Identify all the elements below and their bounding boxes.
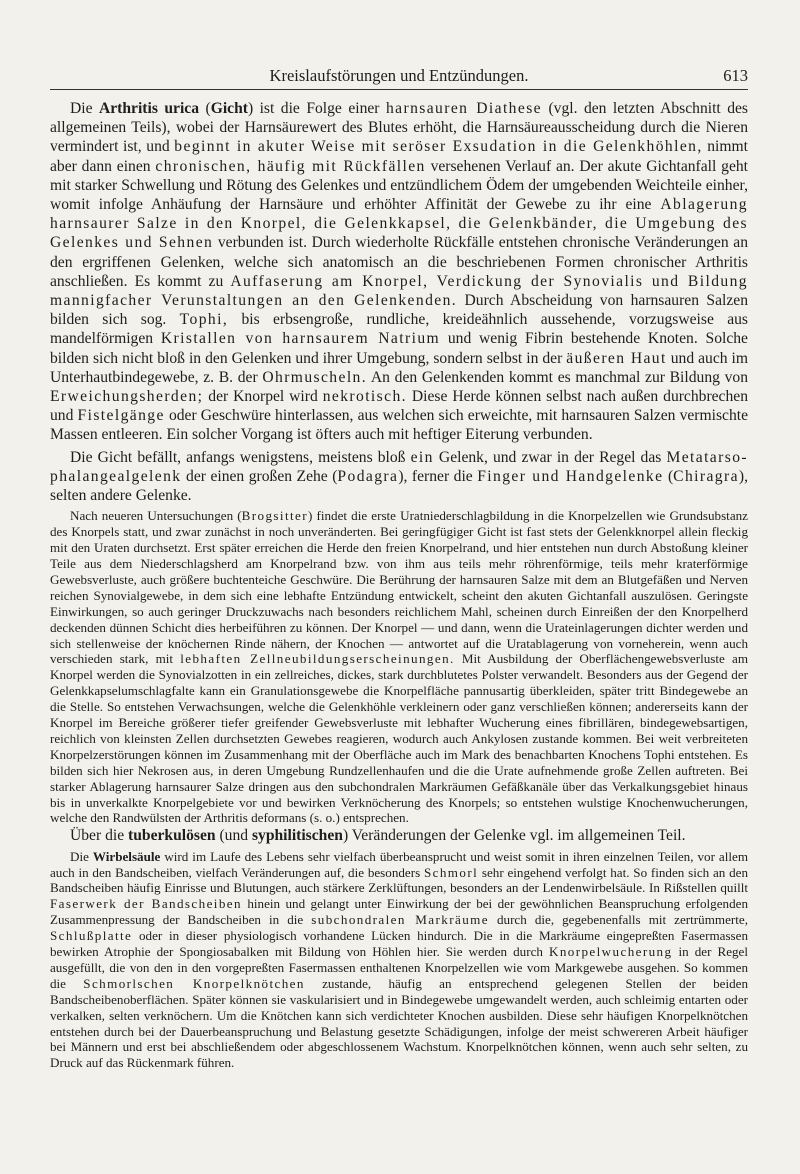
spaced-term: beginnt in akuter Weise mit seröser Exsudation in die Gelenkhöhlen, xyxy=(174,138,703,156)
text-run: bis erbsengroße, rundliche, kreideähnlich aussehende, vorzugsweise aus mandelförmigen xyxy=(50,311,748,348)
spaced-term: Schmorl xyxy=(423,864,479,880)
text-run: versehenen Verlauf an. Der akute Gichtanfall geht mit starker Schwellung und Rötung des Gelenkes und entzündlichem Ödem der umgebenden Weichteile einher, womit infolge Anhäufung der Harnsäure und erhöhter Affinität der Gewebe zu ihr eine xyxy=(50,157,749,214)
paragraph xyxy=(50,448,748,506)
text-run: der einen großen Zehe ( xyxy=(181,467,338,485)
text-run: und wenig Fibrin bestehende Knoten. Solche bilden sich nicht bloß in den Gelenken und ihrer Umgebung, sondern selbst in der xyxy=(50,330,748,367)
text-run: Nach neueren Untersuchungen ( xyxy=(70,508,242,524)
text-run: in der Regel ausgefüllt, die von den in den vorgepreßten Fasermassen enthaltenen Knorpelzellen wie vom Markgewebe ausgehen. So kommen die xyxy=(50,944,748,991)
text-run: ( xyxy=(199,100,211,117)
spaced-term: nekrotisch. xyxy=(322,388,407,406)
spaced-term: Erweichungsherden; xyxy=(50,388,204,406)
spaced-term: ein xyxy=(410,448,434,466)
text-run: ) Veränderungen der Gelenke vgl. im allgemeinen Teil. xyxy=(342,827,686,845)
bold-term: Gicht xyxy=(210,100,248,117)
text-run: ), selten andere Gelenke. xyxy=(50,467,749,505)
text-run: ), ferner die xyxy=(398,467,478,485)
spaced-term: harnsauren Diathese xyxy=(385,100,542,117)
spaced-term: Schmorlschen Knorpelknötchen xyxy=(83,975,305,991)
spaced-term: subchondralen Markräume xyxy=(311,912,489,928)
spaced-term: Podagra xyxy=(337,467,399,485)
text-run: und auch im Unterhautbindegewebe, z. B. der xyxy=(50,349,749,386)
paragraph xyxy=(50,849,748,1072)
page-number: 613 xyxy=(723,66,748,85)
spaced-term: Schlußplatte xyxy=(50,928,133,944)
spaced-term: Finger und Handgelenke xyxy=(477,467,664,485)
header-rule xyxy=(50,89,748,90)
text-run: Mit Ausbildung der Oberflächengewebsverluste am Knorpel werden die Synovialzotten in ein zellreiches, dickes, stark durchblutetes Polster verwandelt. Besonders aus der Gegend der Gelenkkapselumschlagfalte kann ein Granulationsgewebe die Knorpelfläche pannusartig überkleiden, später tritt Bindegewebe an die Stelle. So entstehen Verwachsungen, welche die Gelenkhöhle verkleinern oder ganz verschließen können; andererseits kann der Knorpel im Bereiche größerer tiefer greifender Gewebsverluste mit lebhafter Wucherung eines fibrillären, bindegewebsartigen, reichlich von kleinsten Zellen durchsetzten Gewebes reagieren, wodurch auch Ankylosen zustande kommen. Bei weit verbreiteten Knorpelzerstörungen können im Zusammenhang mit der Oberfläche auch im Mark des benachbarten Knochens Tophi entstehen. Es bilden sich hier Nekrosen aus, in deren Umgebung Rundzellenhaufen und die die Urate aufnehmende große Zellen auftreten. Bei starker Ablagerung harnsaurer Salze dringen aus den subchondralen Markräumen Gefäßkanäle über das Verkalkungsgebiet hinaus bis in unverkalkte Knorpelgebiete vor und bewirken Verknöcherung des Knorpels; so entstehen wulstige Knochenwucherungen, welche den Randwülsten der Arthritis deformans (s. o.) entsprechen. xyxy=(50,651,749,826)
spaced-term: Kristallen von harnsaurem Natrium xyxy=(160,330,441,348)
spaced-term: Ablagerung harnsaurer Salze in den Knorpel, die Gelenkkapsel, die Gelenkbänder, die Umgebung des Gelenkes und Sehnen xyxy=(50,196,748,252)
spaced-term: Ohrmuscheln. xyxy=(262,368,368,386)
text-run: Durch Abscheidung von harnsauren Salzen bilden sich sog. xyxy=(50,292,748,329)
text-run: verbunden ist. Durch wiederholte Rückfälle entstehen chronische Veränderungen an den ergriffenen Gelenken, welche sich anatomisch an die beschriebenen Formen chronischer Arthritis anschließen. Es kommt zu xyxy=(50,234,749,290)
bold-term: Wirbelsäule xyxy=(92,848,161,864)
text-run: ) ist die Folge einer xyxy=(247,100,386,117)
spaced-term: Knorpelwucherung xyxy=(548,944,673,960)
spaced-term: lebhaften Zellneubildungserscheinungen. xyxy=(180,651,455,667)
text-run: nimmt aber dann einen xyxy=(50,138,748,175)
spaced-term: Faserwerk der Bandscheiben xyxy=(50,896,242,912)
spaced-term: äußeren Haut xyxy=(566,349,667,367)
text-run: ( xyxy=(663,467,674,485)
spaced-term: Chiragra xyxy=(673,467,739,485)
text-run: zustande, häufig an entsprechend gelegenen Stellen der beiden Bandscheibenoberflächen. Später können sie vaskularisiert und in Bindegewebe umgewandelt werden, auch schleimig entarten oder verkalken, selten verknöchern. Um die Knötchen kann sich verdichteter Knochen ausbilden. Diese sehr häufigen Knorpelknötchen entstehen durch bei der Dauerbeanspruchung und Belastung gesetzte Schädigungen, infolge der meist schwereren Arbeit häufiger bei Männern und erst bei abschließendem oder abgeschlossenem Wachstum. Knorpelknötchen können, wenn auch sehr selten, zu Druck auf das Rückenmark führen. xyxy=(50,975,748,1071)
text-run: durch die, gegebenenfalls mit zertrümmerte, xyxy=(488,912,748,928)
page-body xyxy=(50,99,748,1071)
paragraph xyxy=(50,99,748,445)
text-run: sehr eingehend verfolgt hat. So finden sich an den Bandscheiben häufig Einrisse und Blutungen, auch stärkere Zerklüftungen, besonders an der Lendenwirbelsäule. In Rißstellen quillt xyxy=(50,864,748,896)
text-run: oder Geschwüre hinterlassen, aus welchen sich erweichte, mit harnsauren Salzen vermischte Massen entleeren. Ein solcher Vorgang ist öfters auch mit heftiger Eiterung verbunden. xyxy=(50,407,748,444)
text-run: oder in dieser physiologisch vorhandene Lücken hindurch. Die in die Markräume eingepreßten Fasermassen bewirken Atrophie der Spongiosabalken mit Bildung von Höhlen hier. Sie werden durch xyxy=(50,928,748,960)
text-run: ) findet die erste Uratniederschlagbildung in die Knorpelzellen wie Grundsubstanz des Knorpels statt, und zwar zunächst in noch unveränderten. Bei geringfügiger Gicht ist fast stets der Gelenkknorpel allein fleckig mit den Uraten durchsetzt. Erst später erreichen die Herde den freien Knorpelrand, und hier entstehen nun durch Abstoßung kleiner Teile aus dem Niederschlagsherd am Knorpelrand bzw. von ihm aus teils mehr röhrenförmige, teils mehr kraterförmige Gewebsverluste, auch größere buchtenteiche Geschwüre. Die Berührung der harnsauren Salze mit dem an Blutgefäßen und Nerven reichen Synovialgewebe, in dem sich eine lebhafte Entzündung entwickelt, scheint den akuten Gichtanfall auszulösen. Geringste Einwirkungen, so auch geringer Druckzuwachs nach besonders reichlichem Mahl, scheinen durch Einreißen der den Knorpelherd deckenden dünnen Schicht dies herbeiführen zu können. Der Knorpel — und dann, wenn die Urateinlagerungen dichter werden und sich stellenweise der knöchernen Rinde nähern, der Knochen — antwortet auf die Uratablagerung von vorneherein, wenn auch verschieden stark, mit xyxy=(50,508,748,667)
text-run: Über die xyxy=(70,827,129,845)
text-run: Die Gicht befällt, anfangs wenigstens, meistens bloß xyxy=(70,448,411,466)
text-run: wird im Laufe des Lebens sehr vielfach überbeansprucht und weist somit in ihren einzelnen Teilen, vor allem auch in den Bandscheiben, vielfach Veränderungen auf, die besonders xyxy=(50,848,748,880)
spaced-term: Brogsitter xyxy=(241,508,308,524)
text-run: Die xyxy=(70,848,93,864)
text-run: Gelenk, und zwar in der Regel das xyxy=(433,448,667,466)
text-run: Diese Herde können selbst nach außen durchbrechen und xyxy=(50,388,748,425)
text-run: (vgl. den letzten Abschnitt des allgemeinen Teils), wobei der Harnsäurewert des Blutes erhöht, die Harnsäureausscheidung durch die Nieren vermindert ist, und xyxy=(50,100,748,156)
bold-term: Arthritis urica xyxy=(99,100,200,117)
text-run: der Knorpel wird xyxy=(203,388,323,406)
paragraph xyxy=(50,826,748,845)
text-run: Die xyxy=(70,100,99,117)
text-run: An den Gelenkenden kommt es manchmal zur Bildung von xyxy=(367,368,748,386)
spaced-term: chronischen, häufig mit Rückfällen xyxy=(155,157,426,175)
spaced-term: Metatarso-phalangealgelenk xyxy=(50,448,748,485)
spaced-term: Auffaserung am Knorpel, Verdickung der Synovialis und Bildung mannigfacher Verunstaltungen an den Gelenkenden. xyxy=(50,272,748,310)
running-title: Kreislaufstörungen und Entzündungen. xyxy=(269,66,529,85)
text-run: (und xyxy=(215,827,252,845)
spaced-term: Tophi, xyxy=(179,311,229,329)
bold-term: syphilitischen xyxy=(251,827,343,845)
spaced-term: Fistelgänge xyxy=(77,407,165,425)
text-run: hinein und gelangt unter Einwirkung der bei der gewöhnlichen Beanspruchung erfolgenden Zusammenpressung der Bandscheiben in die xyxy=(50,896,748,928)
bold-term: tuberkulösen xyxy=(128,827,216,845)
paragraph xyxy=(50,508,748,826)
